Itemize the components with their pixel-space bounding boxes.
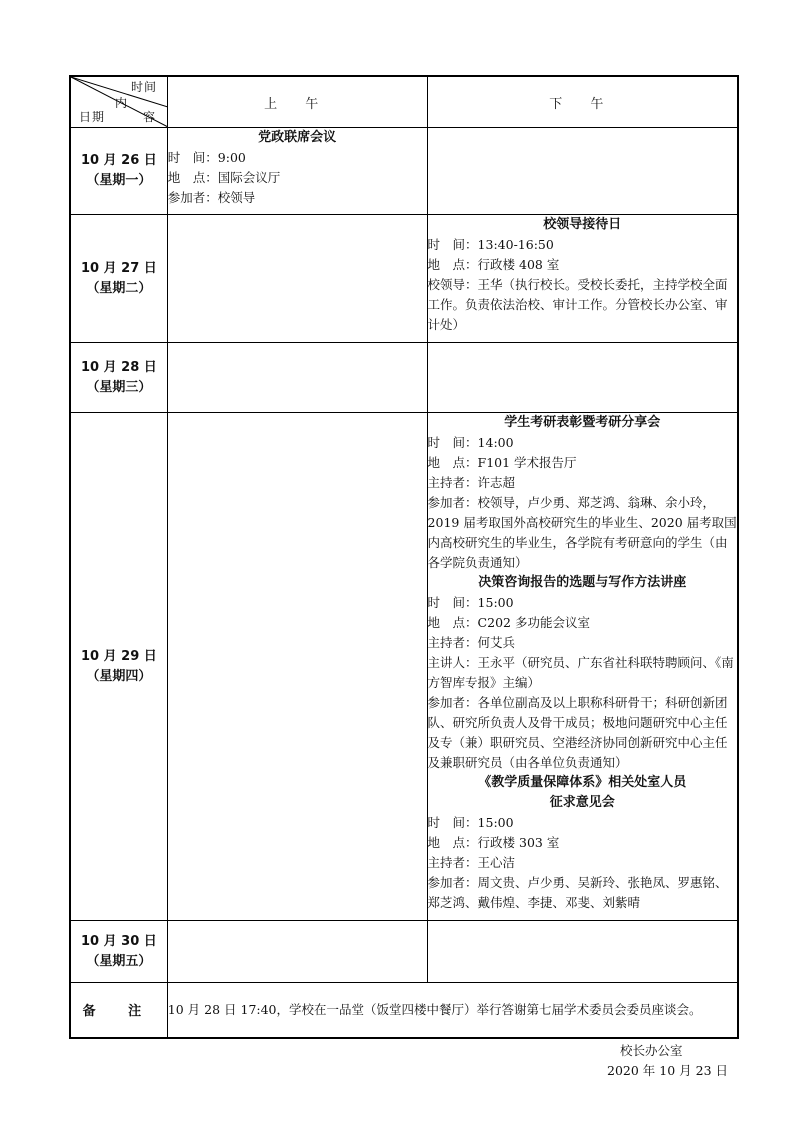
- afternoon-cell: [427, 921, 738, 983]
- event-title: 学生考研表彰暨考研分享会: [504, 415, 661, 430]
- afternoon-cell: [427, 215, 738, 343]
- morning-cell: [167, 921, 427, 983]
- event-line: 地 点：C202 多功能会议室: [427, 615, 590, 630]
- event-title: 决策咨询报告的选题与写作方法讲座: [478, 575, 687, 590]
- remarks-label: 备 注: [70, 983, 167, 1038]
- day-row-thursday: [70, 413, 738, 921]
- event-line: 时 间：15:00: [427, 595, 514, 610]
- day-row-monday: [70, 128, 738, 215]
- diag-content-label-2: 容: [143, 110, 157, 124]
- event-line: 地 点：行政楼 303 室: [427, 835, 560, 850]
- afternoon-cell: [427, 413, 738, 921]
- event-line: 地 点：国际会议厅: [167, 170, 281, 185]
- day-weekday: （星期二）: [86, 280, 152, 296]
- event-line: 校领导：王华（执行校长。受校长委托，主持学校全面工作。负责依法治校、审计工作。分管校长办公室、审计处）: [427, 277, 728, 332]
- day-label-cell: [70, 921, 167, 983]
- issue-date: 2020 年 10 月 23 日: [607, 1063, 728, 1078]
- morning-cell: [167, 215, 427, 343]
- event-title: 《教学质量保障体系》相关处室人员: [478, 775, 687, 790]
- morning-cell: [167, 343, 427, 413]
- event-line: 时 间：13:40-16:50: [427, 237, 554, 252]
- day-label-cell: [70, 343, 167, 413]
- day-label-cell: [70, 215, 167, 343]
- day-label-cell: [70, 128, 167, 215]
- day-date: 10 月 26 日: [81, 153, 157, 168]
- day-row-wednesday: [70, 343, 738, 413]
- event-line: 参加者：周文贵、卢少勇、吴新玲、张艳凤、罗惠铭、郑芝鸿、戴伟煌、李捷、邓斐、刘紫晴: [427, 875, 728, 910]
- event-title: 党政联席会议: [258, 130, 337, 145]
- event-title: 校领导接待日: [543, 217, 622, 232]
- event-line: 主持者：王心洁: [427, 855, 516, 870]
- day-weekday: （星期三）: [86, 379, 152, 395]
- event-line: 时 间：15:00: [427, 815, 514, 830]
- day-date: 10 月 28 日: [81, 359, 157, 375]
- morning-header: 上 午: [167, 76, 427, 128]
- day-date: 10 月 30 日: [81, 933, 157, 949]
- day-weekday: （星期四）: [86, 668, 152, 684]
- issuing-office: 校长办公室: [620, 1043, 683, 1058]
- morning-cell: [167, 128, 427, 215]
- day-weekday: （星期五）: [86, 953, 152, 969]
- header-row: [70, 76, 738, 128]
- day-weekday: （星期一）: [86, 173, 152, 188]
- event-title-continued: 征求意见会: [549, 795, 615, 810]
- schedule-sheet: [69, 75, 739, 1039]
- event-line: 主讲人：王永平（研究员、广东省社科联特聘顾问、《南方智库专报》主编）: [427, 655, 734, 690]
- remarks-row: [70, 983, 738, 1038]
- event-line: 主持者：许志超: [427, 475, 516, 490]
- diag-content-label-1: 内: [115, 96, 129, 110]
- remarks-text: 10 月 28 日 17:40，学校在一品堂（饭堂四楼中餐厅）举行答谢第七届学术委员会委员座谈会。: [167, 983, 738, 1038]
- day-date: 10 月 29 日: [81, 648, 157, 664]
- event-line: 参加者：校领导: [167, 190, 256, 205]
- event-line: 主持者：何艾兵: [427, 635, 516, 650]
- weekly-schedule-table: [69, 75, 739, 1039]
- event-line: 参加者：校领导，卢少勇、郑芝鸿、翁琳、余小玲，2019 届考取国外高校研究生的毕业生、2020 届考取国内高校研究生的毕业生，各学院有考研意向的学生（由各学院负责通知）: [427, 495, 737, 570]
- event-line: 参加者：各单位副高及以上职称科研骨干；科研创新团队、研究所负责人及骨干成员；极地问题研究中心主任及专（兼）职研究员、空港经济协同创新研究中心主任及兼职研究员（由各单位负责通知）: [427, 695, 728, 770]
- diag-date-label: 日期: [79, 110, 106, 124]
- event-line: 时 间：9:00: [167, 150, 246, 165]
- day-row-tuesday: [70, 215, 738, 343]
- day-date: 10 月 27 日: [81, 260, 157, 276]
- event-line: 地 点：行政楼 408 室: [427, 257, 560, 272]
- diag-time-label: 时间: [131, 80, 158, 94]
- afternoon-cell: [427, 343, 738, 413]
- event-line: 地 点：F101 学术报告厅: [427, 455, 577, 470]
- morning-cell: [167, 413, 427, 921]
- afternoon-cell: [427, 128, 738, 215]
- day-row-friday: [70, 921, 738, 983]
- day-label-cell: [70, 413, 167, 921]
- diagonal-header-cell: [70, 76, 167, 128]
- event-line: 时 间：14:00: [427, 435, 514, 450]
- afternoon-header: 下 午: [427, 76, 738, 128]
